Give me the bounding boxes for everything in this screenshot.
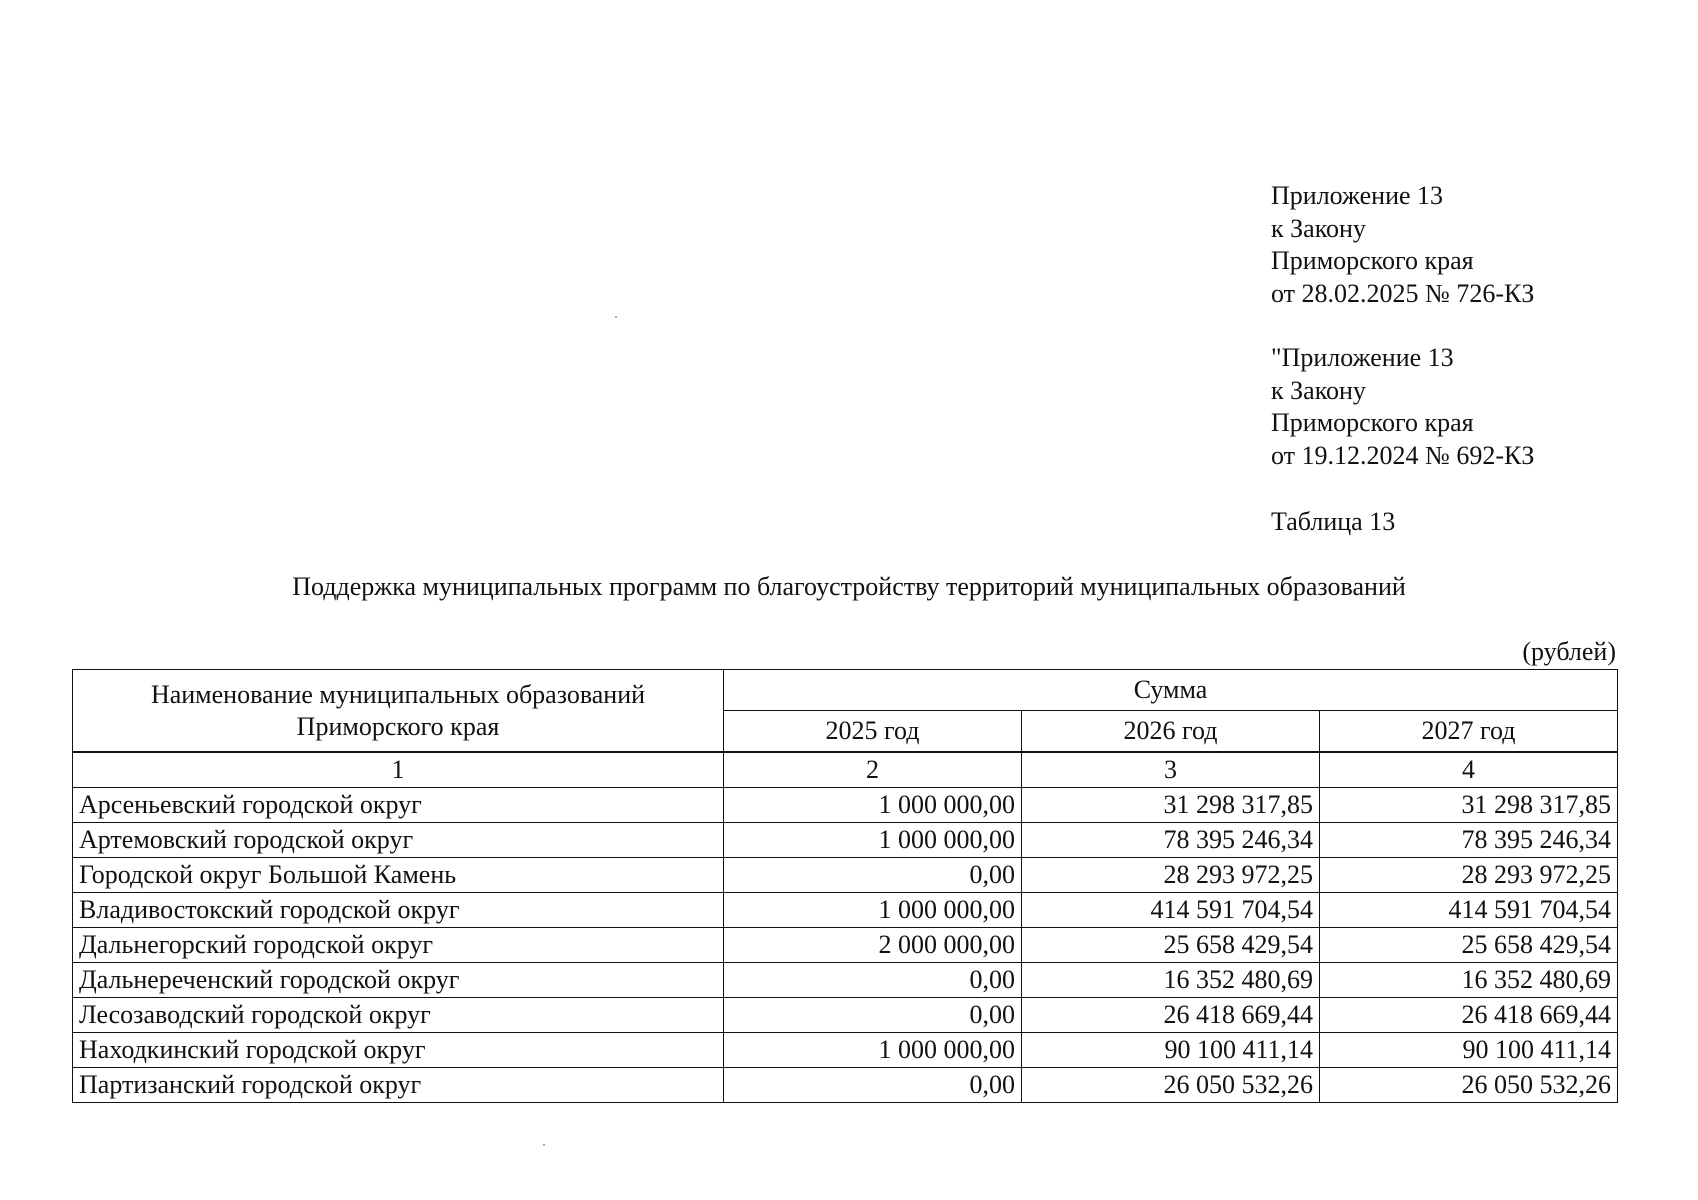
appendix-original-line-1: "Приложение 13 [1271,343,1454,372]
header-year-2027: 2027 год [1320,711,1618,752]
table-row [73,788,1618,823]
table-row [73,963,1618,998]
table-number: Таблица 13 [1271,507,1396,536]
amount-2025: 0,00 [724,1068,1022,1103]
table-row [73,858,1618,893]
header-municipality: Наименование муниципальных образований Приморского края [73,670,724,752]
header-year-2026: 2026 год [1022,711,1320,752]
amount-2027: 26 050 532,26 [1320,1068,1618,1103]
amount-2025: 0,00 [724,963,1022,998]
column-number-row [73,753,1618,788]
amount-2027: 16 352 480,69 [1320,963,1618,998]
amount-2026: 414 591 704,54 [1022,893,1320,928]
amount-2027: 78 395 246,34 [1320,823,1618,858]
appendix-original-heading [1271,342,1534,472]
amount-2025: 1 000 000,00 [724,1033,1022,1068]
amount-2026: 31 298 317,85 [1022,788,1320,823]
amount-2026: 78 395 246,34 [1022,823,1320,858]
scan-speck [543,1144,545,1146]
units-label: (рублей) [1522,637,1616,666]
amount-2027: 90 100 411,14 [1320,1033,1618,1068]
amount-2027: 414 591 704,54 [1320,893,1618,928]
amount-2026: 26 418 669,44 [1022,998,1320,1033]
amount-2025: 1 000 000,00 [724,823,1022,858]
table-row [73,823,1618,858]
table-row [73,1033,1618,1068]
document-title: Поддержка муниципальных программ по благоустройству территорий муниципальных образований [292,572,1406,601]
amount-2025: 0,00 [724,998,1022,1033]
amount-2025: 1 000 000,00 [724,893,1022,928]
amount-2025: 2 000 000,00 [724,928,1022,963]
municipality-name: Владивостокский городской округ [73,893,724,928]
appendix-original-line-4: от 19.12.2024 № 692-КЗ [1271,440,1535,470]
municipality-name: Дальнереченский городской округ [73,963,724,998]
scan-speck [615,316,617,318]
column-number-4: 4 [1320,753,1618,788]
amount-2025: 1 000 000,00 [724,788,1022,823]
amount-2027: 26 418 669,44 [1320,998,1618,1033]
amount-2027: 25 658 429,54 [1320,928,1618,963]
amount-2027: 31 298 317,85 [1320,788,1618,823]
municipality-name: Арсеньевский городской округ [73,788,724,823]
amount-2026: 25 658 429,54 [1022,928,1320,963]
table-row [73,928,1618,963]
table-row [73,1068,1618,1103]
appendix-original-line-3: Приморского края [1271,408,1474,437]
municipality-name: Партизанский городской округ [73,1068,724,1103]
header-sum: Сумма [724,670,1618,711]
appendix-current-line-1: Приложение 13 [1271,181,1444,210]
municipality-name: Артемовский городской округ [73,823,724,858]
municipality-name: Дальнегорский городской округ [73,928,724,963]
municipality-name: Городской округ Большой Камень [73,858,724,893]
table-row [73,998,1618,1033]
appendix-original-line-2: к Закону [1271,375,1366,405]
amount-2026: 28 293 972,25 [1022,858,1320,893]
column-number-2: 2 [724,753,1022,788]
amount-2026: 90 100 411,14 [1022,1033,1320,1068]
header-year-2025: 2025 год [724,711,1022,752]
appendix-current-line-2: к Закону [1271,213,1366,243]
allocation-table [72,669,1618,1103]
column-number-3: 3 [1022,753,1320,788]
table-header-row-1 [73,670,1618,711]
table-row [73,893,1618,928]
column-number-1: 1 [73,753,724,788]
amount-2026: 26 050 532,26 [1022,1068,1320,1103]
amount-2026: 16 352 480,69 [1022,963,1320,998]
amount-2025: 0,00 [724,858,1022,893]
municipality-name: Лесозаводский городской округ [73,998,724,1033]
municipality-name: Находкинский городской округ [73,1033,724,1068]
appendix-current-line-4: от 28.02.2025 № 726-КЗ [1271,278,1535,308]
appendix-current-line-3: Приморского края [1271,246,1474,275]
appendix-current-heading [1271,180,1534,310]
amount-2027: 28 293 972,25 [1320,858,1618,893]
